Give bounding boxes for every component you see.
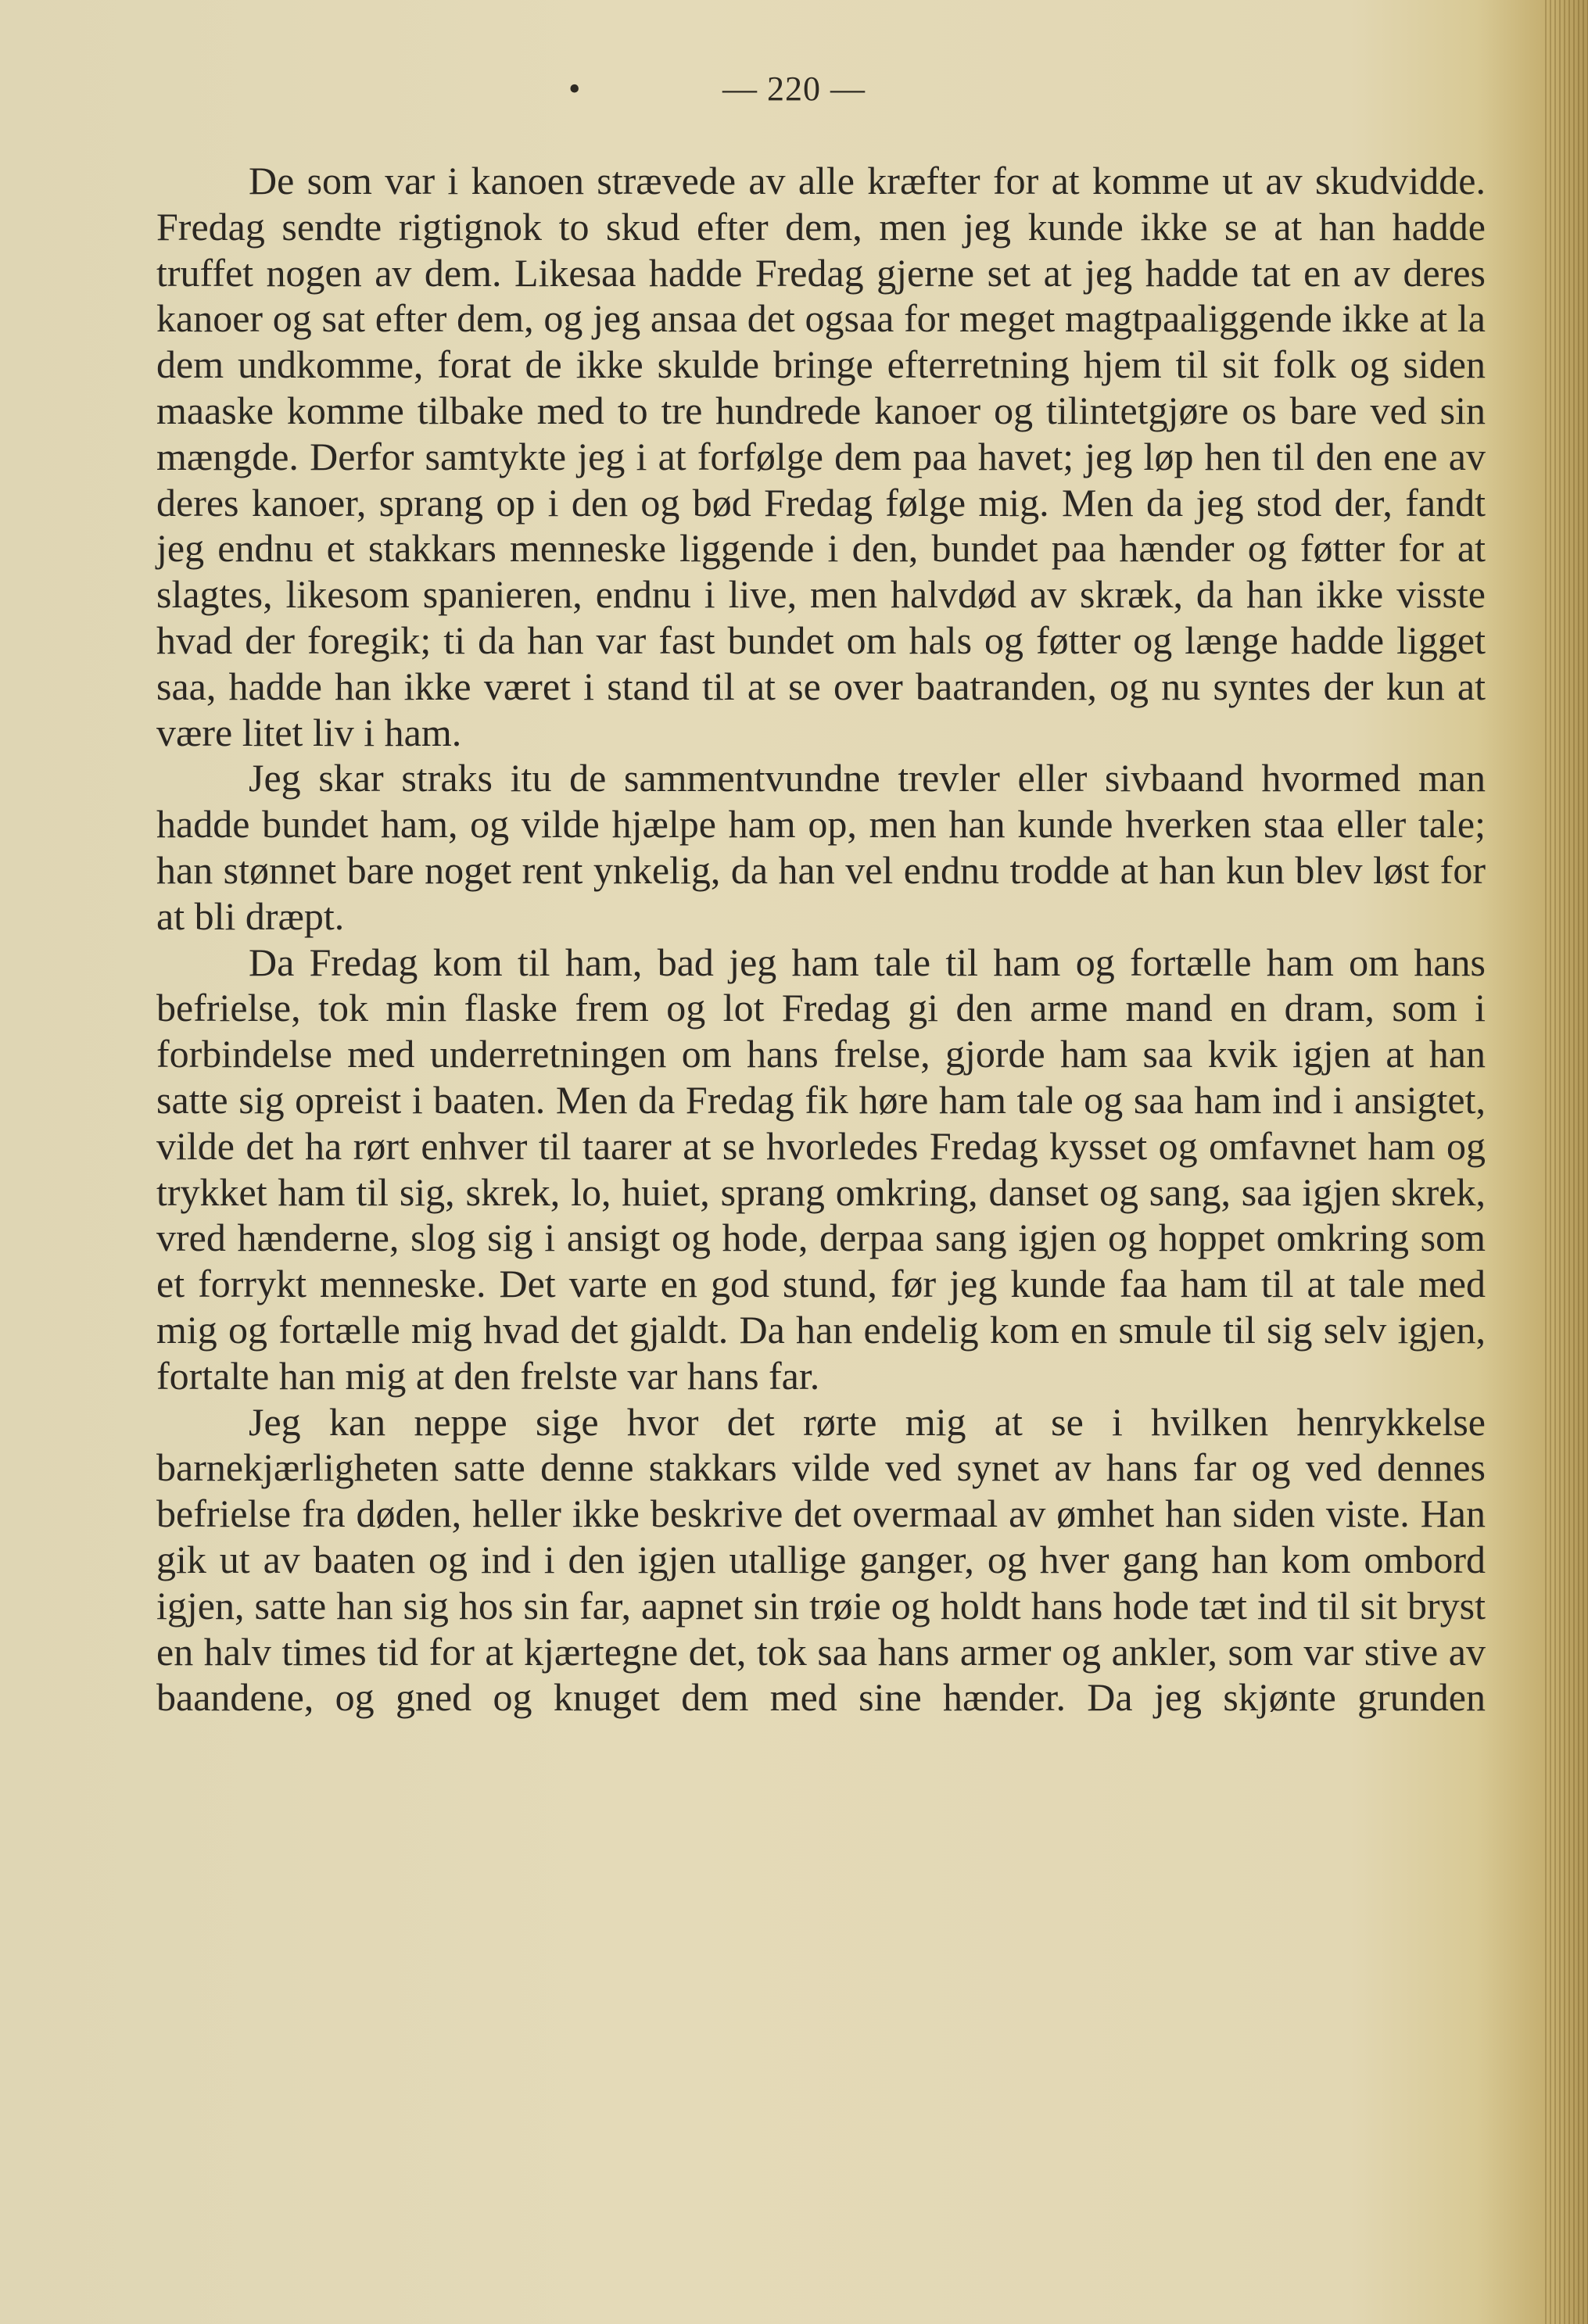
paragraph-4: Jeg kan neppe sige hvor det rørte mig at se i hvilken henrykkelse barnekjærligheten satte denne stakkars vilde ved synet av hans far og ved dennes befrielse fra døden, heller ikke beskrive det overmaal av ømhet han siden viste. Han gik ut av baaten og ind i den igjen utallige ganger, og hver gang han kom ombord igjen, satte han sig hos sin far, aapnet sin trøie og holdt hans hode tæt ind til sit bryst en halv times tid for at kjærtegne det, tok saa hans armer og ankler, som var stive av baandene, og gned og knuget dem med sine hænder. Da jeg skjønte grunden (156, 1399, 1486, 1720)
page-header (0, 69, 1588, 109)
paragraph-3: Da Fredag kom til ham, bad jeg ham tale til ham og fortælle ham om hans befrielse, tok min flaske frem og lot Fredag gi den arme mand en dram, som i forbindelse med underretningen om hans frelse, gjorde ham saa kvik igjen at han satte sig opreist i baaten. Men da Fredag fik høre ham tale og saa ham ind i ansigtet, vilde det ha rørt enhver til taarer at se hvorledes Fredag kysset og omfavnet ham og trykket ham til sig, skrek, lo, huiet, sprang omkring, danset og sang, saa igjen skrek, vred hænderne, slog sig i ansigt og hode, derpaa sang igjen og hoppet omkring som et forrykt menneske. Det varte en god stund, før jeg kunde faa ham til at tale med mig og fortælle mig hvad det gjaldt. Da han endelig kom en smule til sig selv igjen, fortalte han mig at den frelste var hans far. (156, 940, 1486, 1398)
stray-ink-mark: • (568, 70, 582, 108)
paragraph-2: Jeg skar straks itu de sammentvundne trevler eller sivbaand hvormed man hadde bundet ham, og vilde hjælpe ham op, men han kunde hverken staa eller tale; han stønnet bare noget rent ynkelig, da han vel endnu trodde at han kun blev løst for at bli dræpt. (156, 756, 1486, 938)
body-text (156, 158, 1486, 1721)
page-edge-shading (1545, 0, 1588, 2324)
paragraph-1: De som var i kanoen strævede av alle kræfter for at komme ut av skudvidde. Fredag sendte rigtignok to skud efter dem, men jeg kunde ikke se at han hadde truffet nogen av dem. Likesaa hadde Fredag gjerne set at jeg hadde tat en av deres kanoer og sat efter dem, og jeg ansaa det ogsaa for meget magtpaaliggende ikke at la dem undkomme, forat de ikke skulde bringe efterretning hjem til sit folk og siden maaske komme tilbake med to tre hundrede kanoer og tilintetgjøre os bare ved sin mængde. Derfor samtykte jeg i at forfølge dem paa havet; jeg løp hen til den ene av deres kanoer, sprang op i den og bød Fredag følge mig. Men da jeg stod der, fandt jeg endnu et stakkars menneske liggende i den, bundet paa hænder og føtter for at slagtes, likesom spanieren, endnu i live, men halvdød av skræk, da han ikke visste hvad der foregik; ti da han var fast bundet om hals og føtter og længe hadde ligget saa, hadde han ikke været i stand til at se over baatranden, og nu syntes der kun at være litet liv i ham. (156, 159, 1486, 754)
page-number: — 220 — (722, 70, 866, 108)
